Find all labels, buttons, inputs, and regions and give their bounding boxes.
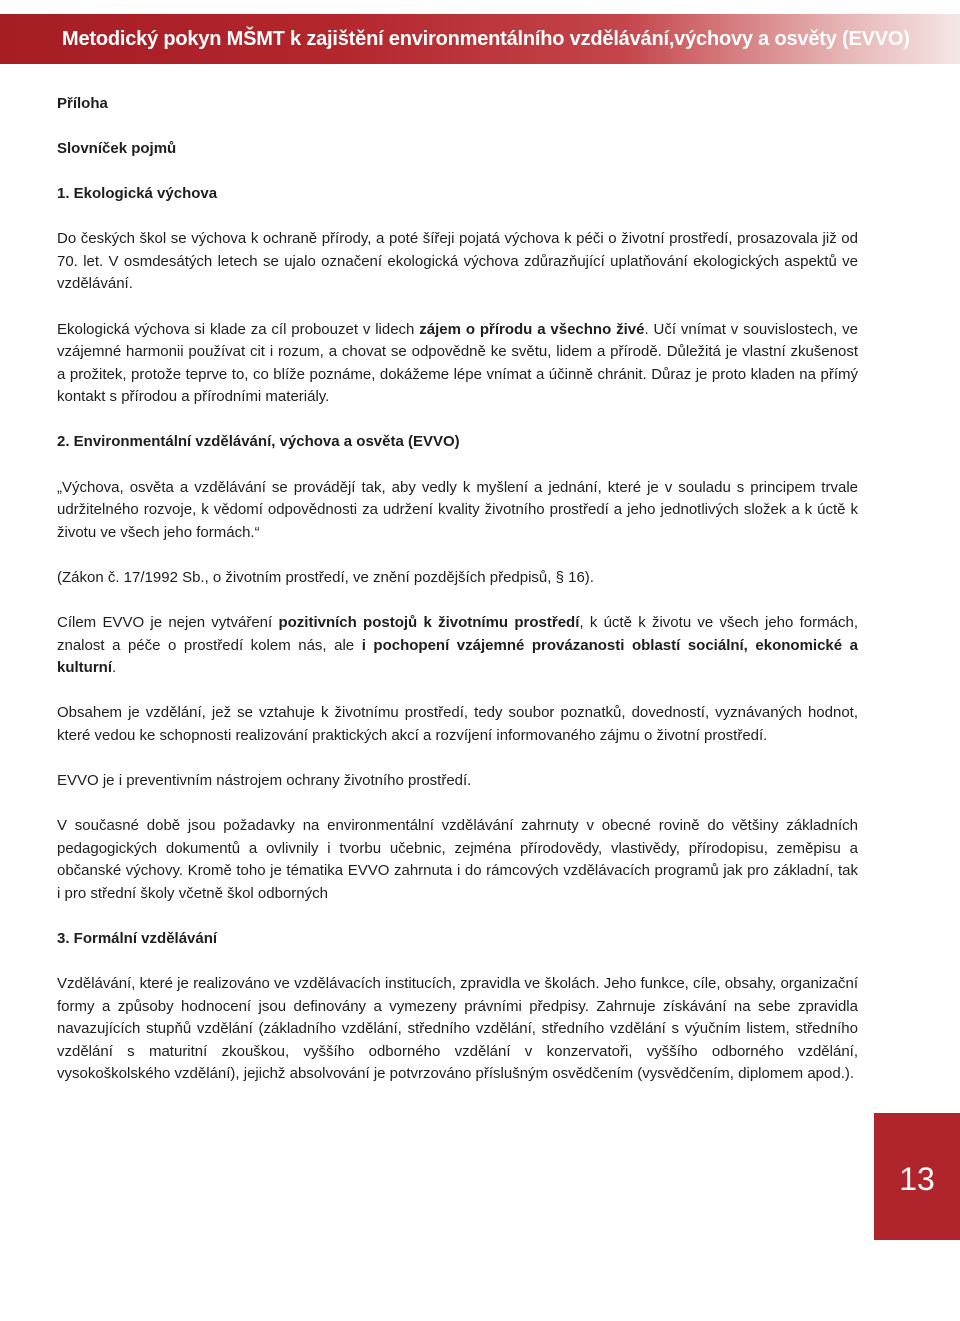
emphasis-text: pozitivních postojů k životnímu prostředí — [278, 613, 580, 631]
text-run: . Učí vnímat v souvislostech, ve vzájemné harmonii používat cit i rozum, a chovat se odpovědně ke světu, lidem a přírodě. Důležitá je vlastní zkušenost a prožitek, protože teprve to, co blíže poznáme, dokážeme lépe vnímat a účinně chránit. Důraz je proto kladen na přímý kontakt s přírodou a přírodními materiály. — [57, 320, 859, 406]
page-number-box — [874, 1113, 960, 1240]
section-2-paragraph-3: EVVO je i preventivním nástrojem ochrany životního prostředí. — [57, 771, 472, 789]
text-run: Cílem EVVO je nejen vytváření — [57, 613, 279, 631]
glossary-heading: Slovníček pojmů — [57, 140, 177, 158]
page-content — [57, 93, 858, 1108]
section-3-paragraph-1: Vzdělávání, které je realizováno ve vzdělávacích institucích, zpravidla ve školách. Jeho funkce, cíle, obsahy, organizační formy a způsoby hodnocení jsou definovány a vymezeny právními předpisy. Zahrnuje získávání na sebe zpravidla navazujících stupňů vzdělání (základního vzdělání, středního vzdělání, středního vzdělání s výučním listem, středního vzdělání s maturitní zkouškou, vyššího odborného vzdělání v konzervatoři, vyššího odborného vzdělání, vysokoškolského vzdělání), jejichž absolvování je potvrzováno příslušným osvědčením (vysvědčením, diplomem apod.). — [57, 974, 858, 1083]
section-2-paragraph-2: Obsahem je vzdělání, jež se vztahuje k životnímu prostředí, tedy soubor poznatků, dovedností, vyznávaných hodnot, které vedou ke schopnosti realizování praktických akcí a rozvíjení informovaného zájmu o životní prostředí. — [57, 704, 858, 744]
appendix-heading: Příloha — [57, 95, 108, 112]
page-number: 13 — [899, 1161, 935, 1197]
text-run: , k úctě k životu ve všech jeho formách, znalost a péče o prostředí kolem nás, ale — [57, 613, 858, 654]
emphasis-text: i pochopení vzájemné provázanosti oblastí sociální, ekonomické a kulturní — [57, 636, 858, 677]
emphasis-text: zájem o přírodu a všechno živé — [419, 320, 645, 338]
text-run: . — [112, 659, 117, 677]
section-1-paragraph-2 — [57, 319, 858, 409]
law-quote: „Výchova, osvěta a vzdělávání se provádějí tak, aby vedly k myšlení a jednání, které je v souladu s principem trvale udržitelného rozvoje, k vědomí odpovědnosti za udržení kvality životního prostředí a jeho jednotlivých složek a k úctě k životu ve všech jeho formách.“ — [57, 478, 858, 541]
section-2-heading: 2. Environmentální vzdělávání, výchova a osvěta (EVVO) — [57, 433, 460, 451]
text-run: Ekologická výchova si klade za cíl probouzet v lidech — [57, 320, 420, 338]
section-1-paragraph-1: Do českých škol se výchova k ochraně přírody, a poté šířeji pojatá výchova k péči o životní prostředí, prosazovala již od 70. let. V osmdesátých letech se ujalo označení ekologická výchova zdůrazňující uplatňování ekologických aspektů ve vzdělávání. — [57, 230, 858, 293]
section-2-paragraph-4: V současné době jsou požadavky na environmentální vzdělávání zahrnuty v obecné rovině do většiny základních pedagogických dokumentů a ovlivnily i tvorbu učebnic, zejména přírodovědy, vlastivědy, přírodopisu, zeměpisu a občanské výchovy. Kromě toho je tématika EVVO zahrnuta i do rámcových vzdělávacích programů jak pro základní, tak i pro střední školy včetně škol odborných — [57, 816, 858, 902]
section-1-heading: 1. Ekologická výchova — [57, 185, 218, 203]
law-citation: (Zákon č. 17/1992 Sb., o životním prostředí, ve znění pozdějších předpisů, § 16). — [57, 568, 594, 586]
document-title: Metodický pokyn MŠMT k zajištění environmentálního vzdělávání,výchovy a osvěty (EVVO) — [62, 28, 910, 50]
section-3-heading: 3. Formální vzdělávání — [57, 929, 218, 947]
section-2-paragraph-1 — [57, 612, 858, 680]
